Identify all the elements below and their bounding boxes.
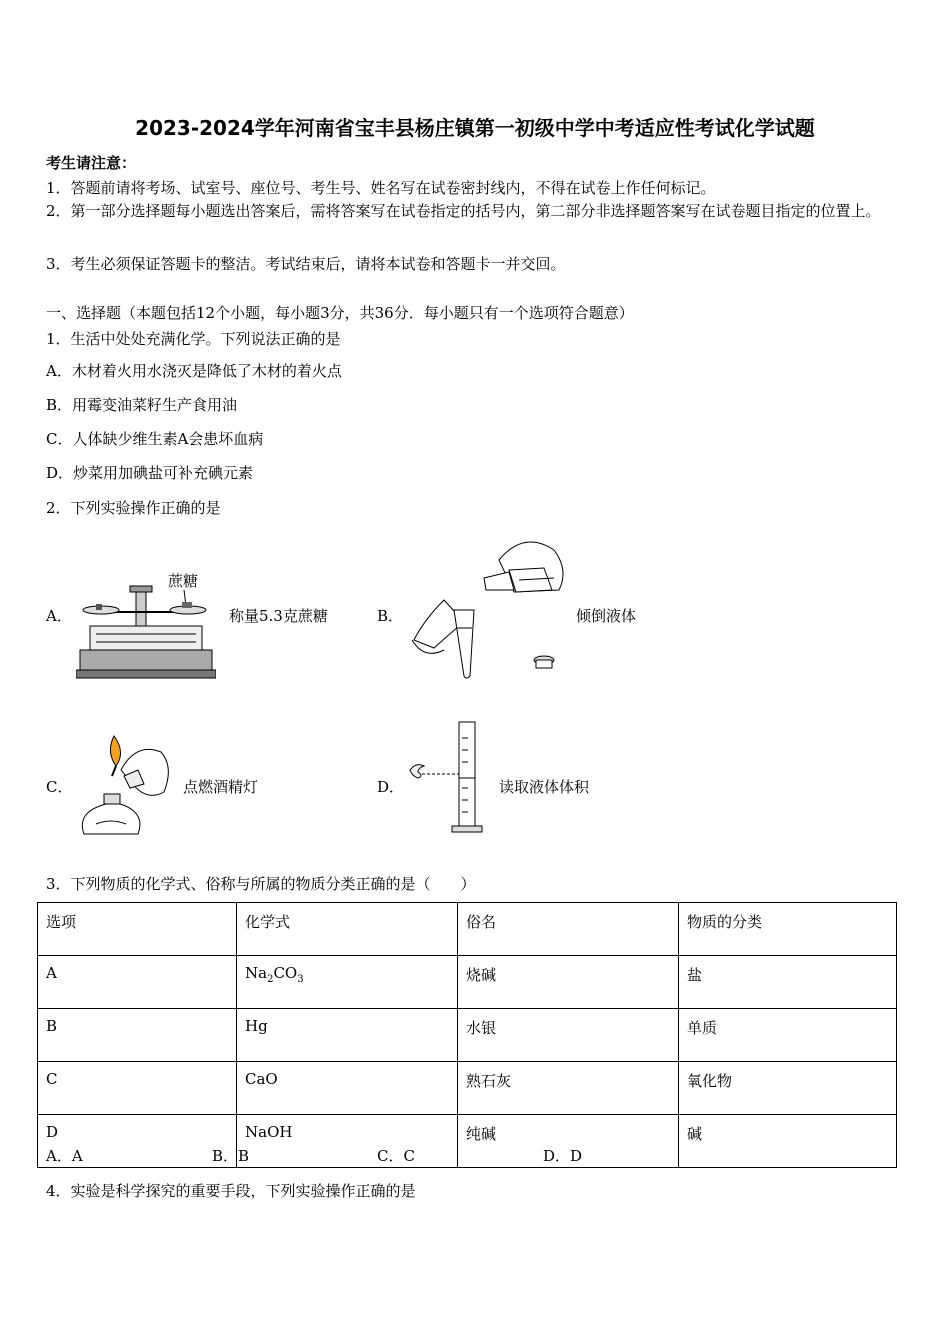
notice-heading: 考生请注意： <box>46 154 137 172</box>
graduated-cylinder-figure <box>404 718 494 836</box>
formula-subscript: 3 <box>297 974 304 985</box>
notice-item: 2．第一部分选择题每小题选出答案后，需将答案写在试卷指定的括号内，第二部分非选择题答案写在试卷题目指定的位置上。 <box>46 202 881 220</box>
table-header-cell: 选项 <box>38 903 237 956</box>
question-2-option-a-label: 称量5.3克蔗糖 <box>229 607 328 625</box>
table-cell: A <box>38 956 237 1009</box>
table-cell: CaO <box>237 1062 458 1115</box>
question-1-option-b: B．用霉变油菜籽生产食用油 <box>46 396 238 414</box>
formula-part: CO <box>273 964 298 982</box>
table-cell-formula <box>237 956 458 1009</box>
pouring-liquid-figure <box>404 530 579 680</box>
table-cell: 盐 <box>679 956 897 1009</box>
table-header-cell: 物质的分类 <box>679 903 897 956</box>
table-header-cell: 俗名 <box>458 903 679 956</box>
table-cell: 氧化物 <box>679 1062 897 1115</box>
table-cell: C <box>38 1062 237 1115</box>
question-2-option-b-letter: B． <box>377 607 404 625</box>
table-cell: 烧碱 <box>458 956 679 1009</box>
question-1-option-d: D．炒菜用加碘盐可补充碘元素 <box>46 464 254 482</box>
table-row <box>38 1115 897 1168</box>
table-row <box>38 956 897 1009</box>
question-3-stem: 3．下列物质的化学式、俗称与所属的物质分类正确的是（ ） <box>46 875 476 893</box>
question-4-stem: 4．实验是科学探究的重要手段，下列实验操作正确的是 <box>46 1182 416 1200</box>
formula-part: Na <box>245 964 268 982</box>
table-cell: 碱 <box>679 1115 897 1168</box>
question-1-option-a: A．木材着火用水浇灭是降低了木材的着火点 <box>46 362 342 380</box>
question-3-table <box>37 902 897 1168</box>
question-3-answer-d: D．D <box>543 1147 583 1165</box>
alcohol-lamp-figure <box>76 732 176 836</box>
notice-item: 3．考生必须保证答题卡的整洁。考试结束后，请将本试卷和答题卡一并交回。 <box>46 255 566 273</box>
table-cell: 水银 <box>458 1009 679 1062</box>
section-heading: 一、选择题（本题包括12个小题，每小题3分，共36分．每小题只有一个选项符合题意） <box>46 304 634 322</box>
table-cell: 单质 <box>679 1009 897 1062</box>
question-2-option-c-label: 点燃酒精灯 <box>183 778 259 796</box>
question-2-option-d-label: 读取液体体积 <box>499 778 590 796</box>
question-3-answer-a: A．A <box>46 1147 83 1165</box>
table-cell: 纯碱 <box>458 1115 679 1168</box>
table-cell: NaOH <box>237 1115 458 1168</box>
formula-subscript: 2 <box>267 974 274 985</box>
question-2-option-c-letter: C． <box>46 778 73 796</box>
question-1-option-c: C．人体缺少维生素A会患坏血病 <box>46 430 264 448</box>
balance-scale-figure <box>76 568 216 680</box>
notice-item: 1．答题前请将考场、试室号、座位号、考生号、姓名写在试卷密封线内，不得在试卷上作任何标记。 <box>46 179 716 197</box>
table-cell: B <box>38 1009 237 1062</box>
table-row <box>38 1009 897 1062</box>
question-3-answer-b: B．B <box>212 1147 250 1165</box>
question-2-option-b-label: 倾倒液体 <box>576 607 637 625</box>
table-cell: 熟石灰 <box>458 1062 679 1115</box>
table-cell: Hg <box>237 1009 458 1062</box>
question-2-option-a-letter: A． <box>46 607 72 625</box>
exam-title: 2023-2024学年河南省宝丰县杨庄镇第一初级中学中考适应性考试化学试题 <box>135 116 815 140</box>
table-header-row <box>38 903 897 956</box>
table-cell: D <box>38 1115 237 1168</box>
question-1-stem: 1．生活中处处充满化学。下列说法正确的是 <box>46 330 341 348</box>
question-2-stem: 2．下列实验操作正确的是 <box>46 499 221 517</box>
table-header-cell: 化学式 <box>237 903 458 956</box>
table-row <box>38 1062 897 1115</box>
question-3-answer-c: C．C <box>377 1147 415 1165</box>
sugar-label: 蔗糖 <box>168 572 199 590</box>
question-2-option-d-letter: D． <box>377 778 405 796</box>
